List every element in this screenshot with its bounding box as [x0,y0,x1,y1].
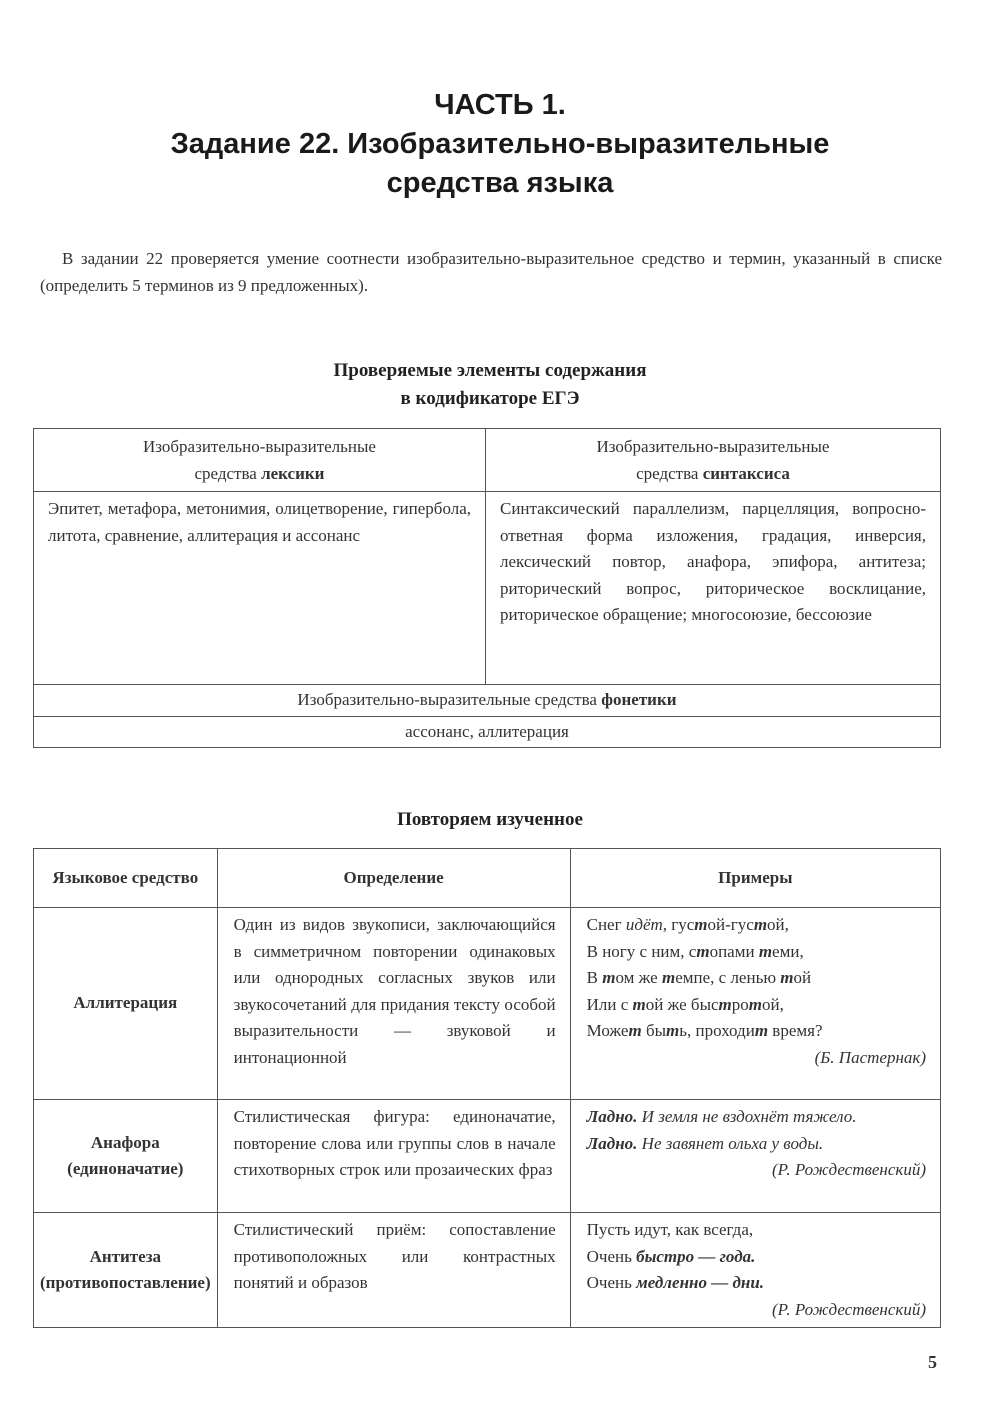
example-segment: Ладно. [586,1107,638,1126]
header-definition: Определение [217,849,570,908]
term-cell: Аллитерация [34,908,218,1100]
example-segment: ой, [762,994,784,1014]
example-segment: т [602,968,616,987]
table-row [34,1213,941,1328]
example-segment: время? [768,1021,823,1040]
table-row [34,1100,941,1213]
example-segment: В ногу с ним, с [586,941,697,961]
codifier-title-line: в кодификаторе ЕГЭ [400,388,580,409]
example-segment: еми, [772,941,804,961]
definition-cell: Стилистический приём: сопоставление противоположных или контрастных понятий и образов [217,1213,570,1328]
example-line [587,1270,926,1297]
example-segment: т [696,941,710,961]
example-segment: ро [731,994,749,1014]
term-cell: Анафора (единоначатие) [34,1100,218,1213]
codifier-table [33,428,941,748]
example-segment: т [754,1021,769,1040]
example-segment: Или с [586,994,633,1014]
lexics-cell: Эпитет, метафора, метонимия, олицетворение, гипербола, литота, сравнение, аллитерация и ассонанс [34,492,486,685]
example-segment: Ладно. [586,1133,638,1153]
example-segment: т [753,915,768,934]
example-line [587,912,926,939]
example-segment: медленно — дни. [636,1273,765,1292]
example-segment: емпе, с ленью [675,968,781,987]
page-number: 5 [928,1352,937,1372]
example-segment: Може [586,1021,629,1040]
review-title: Повторяем изученное [397,809,583,830]
example-segment: ой, [767,915,789,934]
example-cell [570,1213,940,1328]
example-segment: т [748,994,763,1014]
example-segment: т [666,1021,680,1040]
example-segment: т [718,994,732,1014]
example-cell [570,908,940,1100]
example-segment: И земля не вздохнёт тяжело. [637,1107,857,1126]
intro-paragraph: В задании 22 проверяется умение соотнести изобразительно-выразительное средство и термин, указанный в списке (определить 5 терминов из 9 предложенных). [40,249,942,295]
syntax-cell: Синтаксический параллелизм, парцелляция, вопросно-ответная форма изложения, градация, инверсия, лексический повтор, анафора, эпифора, антитеза; риторический вопрос, риторическое восклицание, риторическое обращение; многосоюзие, бессоюзие [486,492,941,685]
example-source: (Б. Пастернак) [814,1047,926,1067]
example-segment: бы [641,1021,667,1040]
example-segment: Очень [586,1246,637,1266]
example-segment: т [628,1021,642,1040]
example-segment: ой [793,968,812,987]
example-source: (Р. Рождественский) [772,1299,926,1319]
example-line [587,1104,926,1131]
title-line: средства языка [386,167,614,199]
header-term: Языковое средство [34,849,218,908]
example-line [587,1244,926,1271]
header-examples: Примеры [570,849,940,908]
example-segment: т [758,941,773,961]
codifier-title-line: Проверяемые элементы содержания [333,360,647,381]
example-segment: Снег [586,915,626,934]
example-segment: идёт [625,915,663,934]
example-segment: т [694,915,708,934]
example-segment: Пусть идут, как всегда, [586,1220,754,1239]
example-line [587,992,926,1019]
definition-cell: Стилистическая фигура: единоначатие, повторение слова или группы слов в начале стихотворных строк или прозаических фраз [217,1100,570,1213]
example-line [587,1018,926,1045]
example-segment: , гус [662,915,695,934]
example-line [587,1131,926,1158]
example-segment: быстро — года. [636,1246,756,1266]
definition-cell: Один из видов звукописи, заключающийся в симметричном повторении одинаковых или однородных согласных звуков или звукосочетаний для придания тексту особой выразительности — звуковой и интонационной [217,908,570,1100]
codifier-title [0,357,980,413]
title-line: ЧАСТЬ 1. [434,89,566,121]
example-line [587,1217,926,1244]
table-row [34,908,941,1100]
term-cell: Антитеза (противопоставление) [34,1213,218,1328]
example-segment: ой-гус [707,915,754,934]
example-segment: В [586,968,603,987]
title-line: Задание 22. Изобразительно-выразительные [170,128,830,160]
phonetics-header: Изобразительно-выразительные средства фонетики [34,685,941,717]
example-source: (Р. Рождественский) [772,1160,926,1179]
example-line [587,965,926,992]
chapter-title [0,86,1000,203]
example-segment: ом же [615,968,662,987]
example-segment: ой же быс [645,994,719,1014]
example-segment: т [780,968,794,987]
example-segment: ь, проходи [679,1021,755,1040]
example-segment: т [661,968,676,987]
example-cell [570,1100,940,1213]
syntax-header: Изобразительно-выразительные средства синтаксиса [486,429,941,492]
lexics-header: Изобразительно-выразительные средства лексики [34,429,486,492]
example-segment: т [632,994,646,1014]
example-segment: опами [709,941,759,961]
example-line [587,939,926,966]
example-segment: Не завянет ольха у воды. [637,1133,824,1153]
review-table [33,848,941,1328]
phonetics-cell: ассонанс, аллитерация [34,716,941,748]
example-segment: Очень [586,1273,637,1292]
